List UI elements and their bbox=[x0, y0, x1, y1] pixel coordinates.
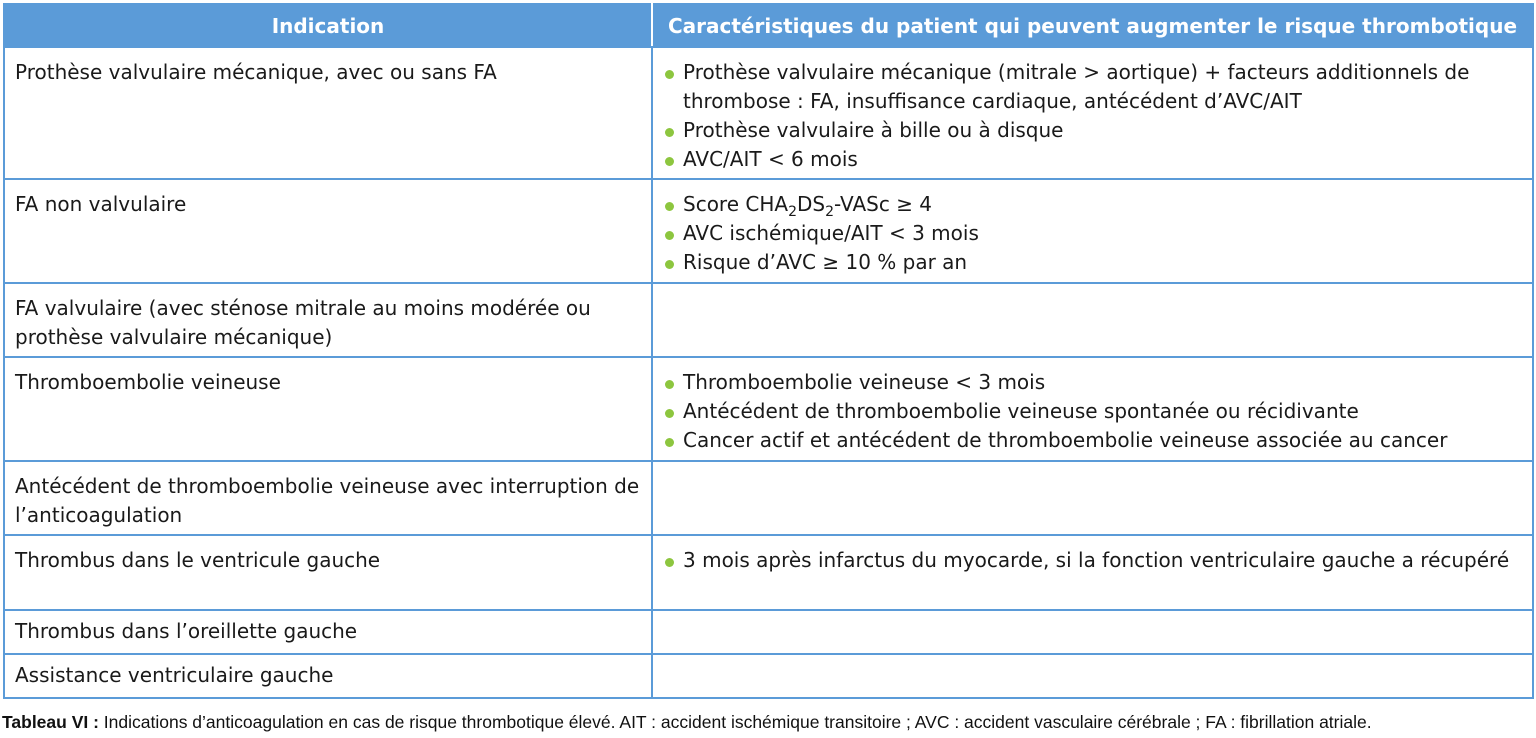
table-row bbox=[4, 535, 1533, 610]
thrombotic-risk-table bbox=[3, 3, 1534, 699]
bullet-dot-icon bbox=[665, 202, 674, 211]
indication-cell: Thrombus dans l’oreillette gauche bbox=[4, 610, 652, 654]
indication-cell: Thrombus dans le ventricule gauche bbox=[4, 535, 652, 610]
indication-cell: FA valvulaire (avec sténose mitrale au moins modérée ou prothèse valvulaire mécanique) bbox=[4, 283, 652, 357]
score-text-part: Score CHA bbox=[683, 192, 789, 216]
list-item bbox=[665, 397, 1522, 426]
indication-cell: Prothèse valvulaire mécanique, avec ou sans FA bbox=[4, 47, 652, 179]
bullet-list bbox=[665, 190, 1522, 277]
indication-cell: Assistance ventriculaire gauche bbox=[4, 654, 652, 698]
table-row bbox=[4, 47, 1533, 179]
thrombotic-risk-table-container bbox=[3, 3, 1532, 699]
list-item bbox=[665, 58, 1522, 116]
caption-label: Tableau VI : bbox=[2, 712, 99, 732]
bullet-list bbox=[665, 368, 1522, 455]
table-row bbox=[4, 654, 1533, 698]
score-subscript: 2 bbox=[825, 204, 835, 220]
list-item bbox=[665, 426, 1522, 455]
table-header-row bbox=[4, 4, 1533, 47]
bullet-text: Cancer actif et antécédent de thromboembolie veineuse associée au cancer bbox=[683, 428, 1448, 452]
table-row bbox=[4, 610, 1533, 654]
bullet-dot-icon bbox=[665, 128, 674, 137]
indication-cell: FA non valvulaire bbox=[4, 179, 652, 283]
bullet-dot-icon bbox=[665, 409, 674, 418]
score-subscript: 2 bbox=[788, 204, 797, 220]
characteristics-cell bbox=[652, 535, 1533, 610]
score-text-part: -VASc ≥ 4 bbox=[834, 192, 933, 216]
bullet-text-score bbox=[683, 192, 933, 220]
characteristics-cell bbox=[652, 357, 1533, 461]
bullet-dot-icon bbox=[665, 157, 674, 166]
caption-text: Indications d’anticoagulation en cas de risque thrombotique élevé. AIT : accident ischémique transitoire ; AVC : accident vasculaire cérébrale ; FA : fibrillation atriale. bbox=[98, 712, 1372, 732]
bullet-dot-icon bbox=[665, 380, 674, 389]
bullet-list bbox=[665, 58, 1522, 174]
characteristics-cell-empty bbox=[652, 461, 1533, 535]
bullet-text: AVC/AIT < 6 mois bbox=[683, 147, 858, 171]
indication-cell: Antécédent de thromboembolie veineuse avec interruption de l’anticoagulation bbox=[4, 461, 652, 535]
bullet-dot-icon bbox=[665, 70, 674, 79]
characteristics-cell-empty bbox=[652, 283, 1533, 357]
bullet-dot-icon bbox=[665, 438, 674, 447]
bullet-text: 3 mois après infarctus du myocarde, si la fonction ventriculaire gauche a récupéré bbox=[683, 548, 1510, 572]
list-item bbox=[665, 248, 1522, 277]
bullet-text: AVC ischémique/AIT < 3 mois bbox=[683, 221, 979, 245]
bullet-text: Thromboembolie veineuse < 3 mois bbox=[683, 370, 1046, 394]
table-row bbox=[4, 283, 1533, 357]
bullet-dot-icon bbox=[665, 558, 674, 567]
bullet-text: Prothèse valvulaire à bille ou à disque bbox=[683, 118, 1064, 142]
table-row bbox=[4, 179, 1533, 283]
list-item bbox=[665, 116, 1522, 145]
bullet-dot-icon bbox=[665, 260, 674, 269]
score-text-part: DS bbox=[796, 192, 826, 216]
list-item bbox=[665, 219, 1522, 248]
list-item bbox=[665, 546, 1522, 575]
characteristics-cell bbox=[652, 179, 1533, 283]
list-item bbox=[665, 368, 1522, 397]
table-row bbox=[4, 461, 1533, 535]
table-caption bbox=[2, 712, 1534, 733]
list-item bbox=[665, 145, 1522, 174]
bullet-text: Prothèse valvulaire mécanique (mitrale > aortique) + facteurs additionnels de thrombose : FA, insuffisance cardiaque, antécédent d’AVC/AIT bbox=[683, 60, 1470, 113]
bullet-list bbox=[665, 546, 1522, 575]
characteristics-cell-empty bbox=[652, 654, 1533, 698]
bullet-text: Risque d’AVC ≥ 10 % par an bbox=[683, 250, 968, 274]
header-characteristics: Caractéristiques du patient qui peuvent augmenter le risque thrombotique bbox=[652, 4, 1533, 47]
bullet-text: Antécédent de thromboembolie veineuse spontanée ou récidivante bbox=[683, 399, 1359, 423]
bullet-dot-icon bbox=[665, 231, 674, 240]
indication-cell: Thromboembolie veineuse bbox=[4, 357, 652, 461]
list-item bbox=[665, 190, 1522, 219]
header-indication: Indication bbox=[4, 4, 652, 47]
characteristics-cell-empty bbox=[652, 610, 1533, 654]
characteristics-cell bbox=[652, 47, 1533, 179]
table-row bbox=[4, 357, 1533, 461]
